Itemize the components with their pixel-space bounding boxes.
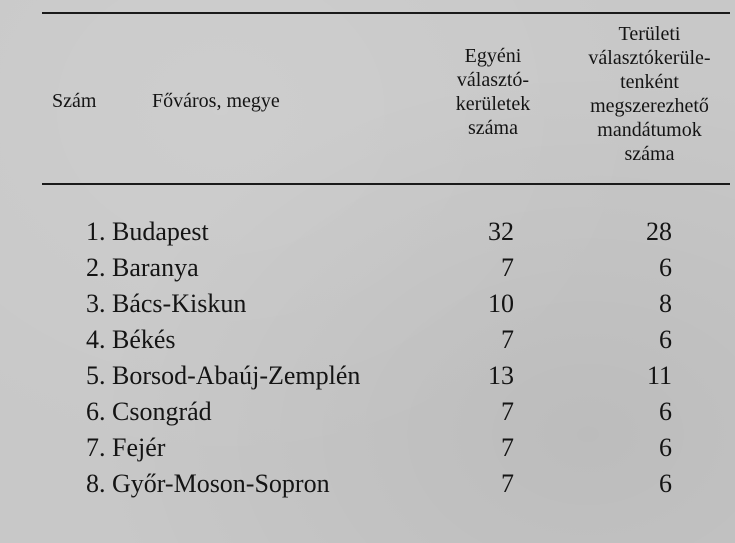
mandates-value: 11	[646, 361, 672, 390]
individual-districts-value: 7	[501, 253, 514, 282]
table-row	[0, 250, 735, 286]
header-number: Szám	[52, 90, 97, 112]
county-name: 4. Békés	[86, 325, 176, 354]
individual-districts-value: 7	[501, 325, 514, 354]
header-individual-line: száma	[468, 117, 518, 139]
header-rule	[42, 183, 730, 185]
header-individual-line: kerületek	[455, 93, 531, 115]
table-row	[0, 466, 735, 502]
county-name: 1. Budapest	[86, 217, 209, 246]
header-county: Főváros, megye	[152, 90, 280, 112]
county-name: 2. Baranya	[86, 253, 199, 282]
mandates-value: 6	[659, 325, 672, 354]
table-row	[0, 214, 735, 250]
individual-districts-value: 10	[488, 289, 514, 318]
table-row	[0, 430, 735, 466]
mandates-value: 8	[659, 289, 672, 318]
mandates-value: 28	[646, 217, 672, 246]
mandates-value: 6	[659, 469, 672, 498]
header-territorial-line: Területi	[618, 23, 681, 45]
individual-districts-value: 7	[501, 433, 514, 462]
table-row	[0, 322, 735, 358]
individual-districts-value: 7	[501, 469, 514, 498]
header-territorial-line: mandátumok	[597, 119, 702, 141]
county-name: 5. Borsod-Abaúj-Zemplén	[86, 361, 361, 390]
individual-districts-value: 32	[488, 217, 514, 246]
header-individual-line: Egyéni	[464, 45, 522, 67]
table-row	[0, 286, 735, 322]
header-territorial-line: tenként	[620, 71, 679, 93]
individual-districts-value: 13	[488, 361, 514, 390]
header-territorial-mandates	[567, 22, 732, 166]
mandates-value: 6	[659, 253, 672, 282]
mandates-value: 6	[659, 397, 672, 426]
top-rule	[42, 12, 730, 14]
individual-districts-value: 7	[501, 397, 514, 426]
county-name: 8. Győr-Moson-Sopron	[86, 469, 330, 498]
table-row	[0, 394, 735, 430]
header-territorial-line: száma	[624, 143, 675, 165]
county-name: 6. Csongrád	[86, 397, 212, 426]
header-territorial-line: megszerezhető	[590, 95, 709, 117]
header-territorial-line: választókerüle-	[588, 47, 711, 69]
header-individual-line: választó-	[456, 69, 530, 91]
county-name: 7. Fejér	[86, 433, 166, 462]
mandates-value: 6	[659, 433, 672, 462]
header-individual-districts	[433, 44, 553, 140]
table-row	[0, 358, 735, 394]
county-name: 3. Bács-Kiskun	[86, 289, 247, 318]
